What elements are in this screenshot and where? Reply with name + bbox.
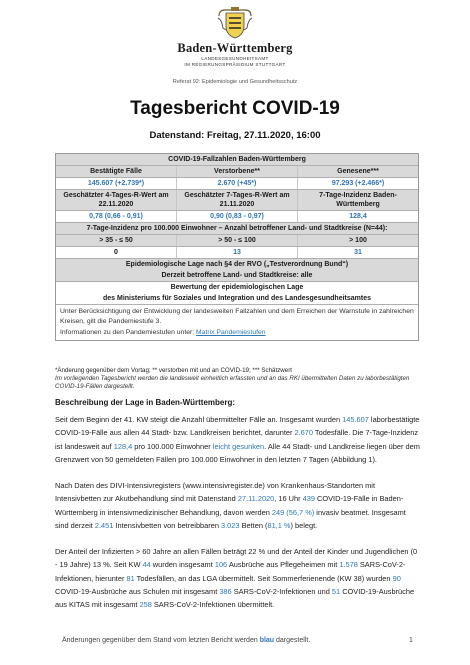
- footer-note: Änderungen gegenüber dem Stand vom letzten Bericht werden blau dargestellt.: [62, 637, 311, 644]
- affected-districts-line: Derzeit betroffene Land- und Stadtkreise: alle: [161, 272, 313, 279]
- logo-subtitle-1: LANDESGESUNDHEITSAMT: [201, 56, 269, 61]
- districts-range-1-value: 0: [114, 249, 118, 256]
- footnote-legend: *Änderung gegenüber dem Vortag; ** verstorben mit und an COVID-19; *** Schätzwert: [55, 367, 292, 374]
- confirmed-value: 145.607 (+2.739*): [87, 180, 145, 187]
- r4-value: 0,78 (0,66 - 0,91): [89, 213, 143, 220]
- page-title: Tagesbericht COVID-19: [130, 98, 340, 119]
- data-scope-note: Im vorliegenden Tagesbericht werden die landesweit einheitlich erfassten und an das RKI übermittelten Daten zu laborbestätigten COVID-19-Fällen dargestellt.: [55, 375, 410, 390]
- section-heading: Beschreibung der Lage in Baden-Württemberg:: [55, 398, 236, 407]
- box-heading: COVID-19-Fallzahlen Baden-Württemberg: [168, 156, 306, 163]
- r7-value: 0,90 (0,83 - 0,97): [176, 211, 297, 222]
- ventilated: 249 (56,7 %): [271, 507, 315, 517]
- deaths-label: Verstorbene**: [176, 166, 297, 177]
- icu-occupancy-rate: 81,1 %: [267, 520, 291, 530]
- confirmed-label: Bestätigte Fälle: [90, 168, 142, 175]
- assessment-text: Unter Berücksichtigung der Entwicklung der landesweiten Fallzahlen und dem Erreichen der Warnstufe in zahlreichen Kreisen, gilt die Pandemiestufe 3.: [60, 308, 414, 325]
- deaths-value: 2.670 (+45*): [176, 178, 297, 189]
- situation-rvo-line: Epidemiologische Lage nach §4 der RVO („Testverordnung Bund“): [125, 261, 349, 268]
- footnotes: [55, 367, 425, 391]
- icu-cases: 439: [302, 494, 315, 504]
- logo-subtitle-2: IM REGIERUNGSPRÄSIDIUM STUTTGART: [184, 62, 286, 67]
- header-logo: [0, 6, 470, 68]
- recovered-value: 97.293 (+2.466*): [297, 178, 418, 189]
- incidence-value: 128,4: [297, 211, 418, 222]
- paragraph-outbreaks: Der Anteil der Infizierten > 60 Jahre an allen Fällen beträgt 22 % und der Anteil der Kinder und Jugendlichen (0 - 19 Jahre) 13 %. Seit KW 44 wurden insgesamt 106 Ausbrüche aus Pflegeheimen mit 1.578 SARS-CoV-2-Infektionen, hierunter 81 Todesfällen, an das LGA übermittelt. Seit Sommerferienende (KW 38) wurden 90 COVID-19-Ausbrüche aus Schulen mit insgesamt 386 SARS-CoV-2-Infektionen und 51 COVID-19-Ausbrüche aus KITAS mit insgesamt 258 SARS-CoV-2-Infektionen übermittelt.: [55, 547, 418, 610]
- assessment-heading-2: des Ministeriums für Soziales und Integration und des Landesgesundheitsamtes: [103, 295, 371, 302]
- recovered-label: Genesene***: [297, 166, 418, 177]
- districts-range-3-value: 31: [297, 247, 418, 258]
- page-number: 1: [409, 637, 413, 644]
- coat-of-arms-icon: [215, 6, 255, 40]
- assessment-heading-1: Bewertung der epidemiologischen Lage: [170, 284, 304, 291]
- incidence-label: 7-Tage-Inzidenz Baden-Württemberg: [297, 190, 418, 210]
- incidence-text-value: 128,4: [113, 441, 133, 451]
- case-numbers-box: [55, 153, 419, 341]
- districts-range-2-value: 13: [176, 247, 297, 258]
- pandemic-stage-info-text: Informationen zu den Pandemiestufen unter:: [60, 329, 197, 336]
- pandemic-matrix-link[interactable]: Matrix Pandemiestufen: [196, 329, 266, 336]
- incidence-trend: leicht gesunken: [212, 441, 265, 451]
- total-deaths: 2.670: [294, 428, 313, 438]
- districts-range-3-label: > 100: [297, 235, 418, 246]
- pandemic-stage-info: [56, 328, 418, 340]
- r7-label: Geschätzter 7-Tages-R-Wert am 21.11.2020: [176, 190, 297, 210]
- paragraph-cases: Seit dem Beginn der 41. KW steigt die Anzahl übermittelter Fälle an. Insgesamt wurden 145.607 laborbestätigte COVID-19-Fälle aus allen 44 Stadt- bzw. Landkreisen berichtet, darunter 2.670 Todesfälle. Die 7-Tage-Inzidenz ist landesweit auf 128,4 pro 100.000 Einwohner leicht gesunken. Alle 44 Stadt- und Landkreise liegen über dem Grenzwert von 50 gemeldeten Fällen pro 100.000 Einwohner in den letzten 7 Tagen (Abbildung 1).: [55, 415, 420, 464]
- icu-beds-occupied: 2.451: [94, 520, 114, 530]
- icu-beds-total: 3.023: [221, 520, 240, 530]
- department-line: Referat 92: Epidemiologie und Gesundheitsschutz: [172, 79, 298, 85]
- r4-label: Geschätzter 4-Tages-R-Wert am 22.11.2020: [63, 192, 169, 208]
- icu-date: 27.11.2020: [237, 494, 275, 504]
- districts-heading: 7-Tage-Inzidenz pro 100.000 Einwohner – Anzahl betroffener Land- und Stadtkreise (N=44):: [86, 225, 388, 232]
- logo-title: Baden-Württemberg: [177, 41, 293, 55]
- districts-range-2-label: > 50 - ≤ 100: [176, 235, 297, 246]
- total-cases: 145.607: [342, 415, 369, 424]
- data-date: Datenstand: Freitag, 27.11.2020, 16:00: [149, 130, 321, 141]
- districts-range-1-label: > 35 - ≤ 50: [99, 237, 133, 244]
- paragraph-icu: Nach Daten des DIVI-Intensivregisters (www.intensivregister.de) von Krankenhaus-Standorten mit Intensivbetten zur Akutbehandlung sind mit Datenstand 27.11.2020, 16 Uhr 439 COVID-19-Fälle in Baden-Württemberg in intensivmedizinischer Behandlung, davon werden 249 (56,7 %) invasiv beatmet. Insgesamt sind derzeit 2.451 Intensivbetten von betreibbaren 3.023 Betten (81,1 %) belegt.: [55, 481, 406, 530]
